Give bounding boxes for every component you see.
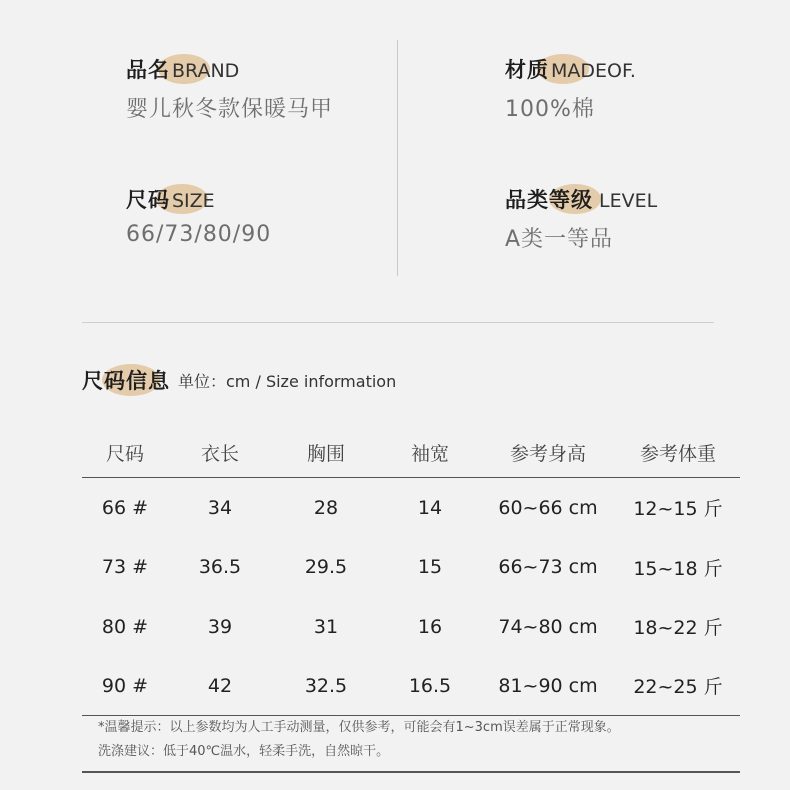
spec-brand-label: [126, 54, 333, 84]
spec-material-label-en: MADEOF.: [551, 60, 636, 82]
spec-brand-label-cn: 品名: [126, 58, 170, 82]
cell-length: 34: [207, 496, 233, 519]
cell-sleeve-width: 16.5: [380, 657, 480, 716]
cell-size: 90 #: [82, 657, 168, 716]
spec-size-value: 66/73/80/90: [126, 222, 272, 247]
spec-level: [505, 184, 657, 253]
cell-ref-weight: 18~22 斤: [633, 617, 723, 640]
header-ref-weight: 参考体重: [616, 428, 740, 478]
washing-advice: 洗涤建议：低于40℃温水，轻柔手洗，自然晾干。: [98, 744, 390, 759]
header-ref-height: 参考身高: [480, 428, 616, 478]
cell-ref-weight: 15~18 斤: [633, 557, 723, 580]
cell-sleeve-width: 14: [417, 496, 443, 519]
spec-size-label: [126, 184, 271, 214]
header-chest: 胸围: [272, 428, 380, 478]
vertical-divider: [397, 40, 398, 276]
spec-level-label: [505, 184, 657, 214]
table-row: [82, 478, 740, 538]
spec-material: [505, 54, 636, 123]
spec-size: [126, 184, 271, 247]
spec-size-label-cn: 尺码: [126, 188, 170, 212]
cell-chest: 31: [313, 615, 339, 638]
spec-size-label-en: SIZE: [172, 190, 215, 212]
cell-sleeve-width: 15: [417, 556, 443, 579]
cell-length: 42: [168, 657, 272, 716]
cell-ref-height: 66~73 cm: [498, 556, 598, 579]
cell-ref-height: 74~80 cm: [498, 615, 598, 638]
cell-length: 36.5: [198, 556, 242, 579]
size-info-title: 尺码信息: [82, 369, 170, 393]
size-info-unit: 单位：cm / Size information: [178, 371, 397, 391]
table-row: [82, 597, 740, 657]
cell-size: 66 #: [101, 496, 149, 519]
section-divider: [82, 322, 714, 323]
cell-length: 39: [207, 615, 233, 638]
cell-chest: 28: [313, 496, 339, 519]
notes: [98, 716, 620, 764]
cell-size: 80 #: [101, 615, 149, 638]
cell-ref-height: 81~90 cm: [480, 657, 616, 716]
spec-level-label-en: LEVEL: [599, 190, 658, 212]
spec-level-value: A类一等品: [505, 227, 614, 252]
cell-ref-height: 60~66 cm: [498, 496, 598, 519]
size-table: [82, 428, 740, 716]
bottom-rule: [82, 771, 740, 773]
spec-level-label-cn: 品类等级: [505, 188, 593, 212]
spec-material-value: 100%棉: [505, 97, 595, 122]
table-header-row: [82, 428, 740, 478]
cell-size: 73 #: [101, 556, 149, 579]
table-row: [82, 538, 740, 598]
cell-ref-weight: 12~15 斤: [633, 498, 723, 521]
cell-ref-weight: 22~25 斤: [616, 657, 740, 716]
spec-material-label: [505, 54, 636, 84]
measurement-tip: *温馨提示：以上参数均为人工手动测量，仅供参考，可能会有1~3cm误差属于正常现象。: [98, 720, 620, 735]
spec-material-label-cn: 材质: [505, 58, 549, 82]
cell-chest: 29.5: [304, 556, 348, 579]
header-sleeve-width: 袖宽: [380, 428, 480, 478]
spec-brand-label-en: BRAND: [172, 60, 240, 82]
table-row: [82, 657, 740, 716]
spec-brand: [126, 54, 333, 123]
spec-brand-value: 婴儿秋冬款保暖马甲: [126, 97, 334, 122]
cell-chest: 32.5: [272, 657, 380, 716]
header-length: 衣长: [168, 428, 272, 478]
size-info-heading: [82, 364, 396, 396]
cell-sleeve-width: 16: [417, 615, 443, 638]
header-size: 尺码: [82, 428, 168, 478]
